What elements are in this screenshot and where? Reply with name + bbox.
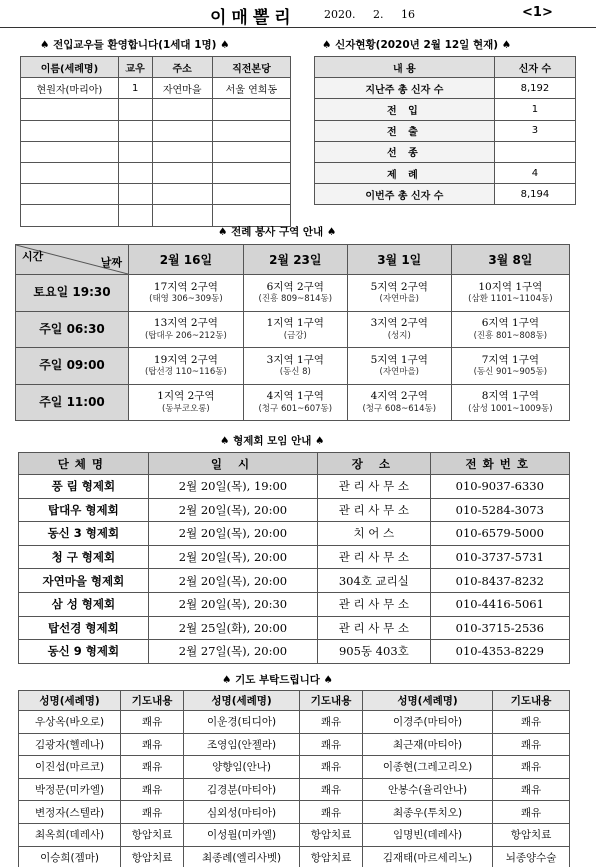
table-header-row — [21, 57, 291, 78]
table-cell — [118, 162, 152, 183]
corner-date-label: 날짜 — [100, 256, 122, 269]
table-cell: 010-5284-3073 — [430, 498, 569, 522]
service-cell — [243, 275, 347, 312]
service-detail: (삼환 1101~1104동) — [468, 294, 553, 304]
table-cell — [118, 205, 152, 226]
table-row — [21, 162, 291, 183]
table-cell: 010-9037-6330 — [430, 475, 569, 499]
group-name: 탑선경 형제회 — [19, 616, 149, 640]
table-cell — [152, 184, 212, 205]
service-area: 4지역 1구역 — [266, 390, 324, 403]
column-header: 장 소 — [318, 453, 430, 475]
table-row — [315, 99, 576, 120]
table-cell — [21, 120, 119, 141]
table-cell: 관 리 사 무 소 — [318, 616, 430, 640]
table-cell: 쾌유 — [493, 756, 570, 779]
table-row — [19, 756, 570, 779]
table-cell: 이승희(젬마) — [19, 846, 121, 867]
table-cell — [212, 162, 290, 183]
table-cell — [212, 99, 290, 120]
table-cell: 치 어 스 — [318, 522, 430, 546]
table-cell — [152, 162, 212, 183]
service-detail: (청구 601~607동) — [258, 403, 333, 414]
table-cell: 2월 20일(목), 19:00 — [148, 475, 317, 499]
date-header: 2월 23일 — [243, 245, 347, 275]
column-header: 기도내용 — [121, 691, 184, 711]
table-cell: 현원자(마리아) — [21, 78, 119, 99]
table-cell: 관 리 사 무 소 — [318, 592, 430, 616]
table-cell: 심외성(마티아) — [184, 801, 300, 824]
table-cell: 변정자(스텔라) — [19, 801, 121, 824]
column-header: 이름(세례명) — [21, 57, 119, 78]
table-row — [315, 120, 576, 141]
service-cell — [243, 311, 347, 348]
service-cell — [129, 348, 244, 385]
bulletin-date: 2020. 2. 16 — [324, 8, 415, 21]
service-area: 3지역 1구역 — [266, 353, 324, 366]
column-header: 성명(세례명) — [362, 691, 492, 711]
service-cell — [129, 275, 244, 312]
table-cell: 이진섭(마르코) — [19, 756, 121, 779]
service-area: 1지역 2구역 — [157, 390, 215, 403]
table-cell: 2월 20일(목), 20:00 — [148, 498, 317, 522]
table-cell: 010-8437-8232 — [430, 569, 569, 593]
table-row — [19, 711, 570, 734]
table-cell: 쾌유 — [493, 711, 570, 734]
brotherhood-meetings-table — [18, 452, 570, 664]
table-cell — [152, 205, 212, 226]
table-cell — [21, 184, 119, 205]
table-cell: 박정문(미카엘) — [19, 778, 121, 801]
time-slot: 토요일 19:30 — [16, 275, 129, 312]
table-cell — [21, 99, 119, 120]
table-row — [19, 475, 570, 499]
service-area: 17지역 2구역 — [153, 280, 218, 293]
table-row — [19, 569, 570, 593]
column-header: 기도내용 — [493, 691, 570, 711]
table-row — [19, 498, 570, 522]
status-label: 선 종 — [315, 141, 495, 162]
status-value: 3 — [494, 120, 575, 141]
service-detail: (진흥 801~808동) — [473, 330, 548, 341]
service-area: 19지역 2구역 — [153, 353, 218, 366]
group-name: 자연마을 형제회 — [19, 569, 149, 593]
service-detail: (금강) — [283, 330, 307, 341]
column-header: 단체명 — [19, 453, 149, 475]
column-header: 직전본당 — [212, 57, 290, 78]
table-row — [21, 78, 291, 99]
service-detail: (탑대우 206~212동) — [145, 330, 227, 341]
table-cell: 010-6579-5000 — [430, 522, 569, 546]
service-detail: (태영 306~309동) — [149, 294, 223, 304]
service-area: 8지역 1구역 — [481, 390, 539, 403]
table-row — [19, 545, 570, 569]
table-cell — [118, 141, 152, 162]
bulletin-header — [0, 0, 596, 28]
table-cell: 관 리 사 무 소 — [318, 475, 430, 499]
table-row — [19, 823, 570, 846]
meetings-title: ♠ 형제회 모임 안내 ♠ — [220, 435, 325, 447]
table-cell: 쾌유 — [493, 801, 570, 824]
table-cell: 서울 연희동 — [212, 78, 290, 99]
membership-status-table — [314, 56, 576, 205]
date-header: 2월 16일 — [129, 245, 244, 275]
table-cell: 김광자(헬레나) — [19, 733, 121, 756]
table-header-row — [19, 453, 570, 475]
table-cell — [118, 184, 152, 205]
status-label: 전 출 — [315, 120, 495, 141]
table-row — [19, 733, 570, 756]
service-cell — [451, 384, 569, 421]
table-cell: 이운경(티디아) — [184, 711, 300, 734]
table-row — [19, 846, 570, 867]
table-cell — [212, 120, 290, 141]
liturgy-service-table — [15, 244, 570, 421]
table-cell: 조영임(안젤라) — [184, 733, 300, 756]
table-row — [19, 522, 570, 546]
bulletin-title: 이매뽈리 — [210, 8, 296, 28]
table-cell: 쾌유 — [300, 711, 363, 734]
table-row — [21, 205, 291, 226]
table-cell — [118, 120, 152, 141]
service-cell — [451, 311, 569, 348]
table-row — [19, 640, 570, 664]
group-name: 삼 성 형제회 — [19, 592, 149, 616]
column-header: 전화번호 — [430, 453, 569, 475]
table-cell: 905동 403호 — [318, 640, 430, 664]
table-cell: 뇌종양수술 — [493, 846, 570, 867]
service-cell — [347, 275, 451, 312]
table-cell: 쾌유 — [493, 733, 570, 756]
table-cell: 이경주(마티아) — [362, 711, 492, 734]
service-area: 3지역 2구역 — [370, 317, 428, 330]
table-cell: 자연마을 — [152, 78, 212, 99]
column-header: 일 시 — [148, 453, 317, 475]
service-cell — [347, 311, 451, 348]
date-header: 3월 8일 — [451, 245, 569, 275]
status-label: 제 례 — [315, 162, 495, 183]
column-header: 성명(세례명) — [19, 691, 121, 711]
table-row — [315, 184, 576, 205]
date-header: 3월 1일 — [347, 245, 451, 275]
table-cell: 쾌유 — [300, 756, 363, 779]
corner-time-label: 시간 — [22, 250, 44, 263]
table-header-row — [19, 691, 570, 711]
table-cell: 010-3737-5731 — [430, 545, 569, 569]
service-detail: (동부코오롱) — [162, 403, 210, 414]
table-row — [16, 384, 570, 421]
table-cell: 임명빈(데레사) — [362, 823, 492, 846]
prayer-title: ♠ 기도 부탁드립니다 ♠ — [222, 674, 333, 686]
table-cell: 항암치료 — [121, 846, 184, 867]
table-row — [315, 162, 576, 183]
status-label: 이번주 총 신자 수 — [315, 184, 495, 205]
table-cell — [152, 141, 212, 162]
table-cell — [21, 141, 119, 162]
table-cell: 2월 27일(목), 20:00 — [148, 640, 317, 664]
service-cell — [129, 311, 244, 348]
table-cell: 최옥희(데레사) — [19, 823, 121, 846]
table-cell: 우상옥(바오로) — [19, 711, 121, 734]
table-cell: 관 리 사 무 소 — [318, 545, 430, 569]
table-cell: 항암치료 — [121, 823, 184, 846]
group-name: 청 구 형제회 — [19, 545, 149, 569]
service-cell — [243, 384, 347, 421]
table-cell: 쾌유 — [121, 733, 184, 756]
status-value: 8,194 — [494, 184, 575, 205]
table-cell: 항암치료 — [493, 823, 570, 846]
table-cell: 2월 20일(목), 20:00 — [148, 545, 317, 569]
newcomers-title: ♠ 전입교우들 환영합니다(1세대 1명) ♠ — [40, 39, 230, 51]
table-cell: 쾌유 — [121, 756, 184, 779]
status-label: 전 입 — [315, 99, 495, 120]
status-value: 1 — [494, 99, 575, 120]
time-slot: 주일 09:00 — [16, 348, 129, 385]
service-title: ♠ 전례 봉사 구역 안내 ♠ — [218, 226, 337, 238]
table-cell: 1 — [118, 78, 152, 99]
table-cell: 2월 25일(화), 20:00 — [148, 616, 317, 640]
table-row — [16, 275, 570, 312]
table-cell — [212, 205, 290, 226]
table-cell: 항암치료 — [300, 823, 363, 846]
column-header: 교우 — [118, 57, 152, 78]
status-value: 8,192 — [494, 78, 575, 99]
service-cell — [347, 384, 451, 421]
table-cell — [212, 141, 290, 162]
table-row — [19, 616, 570, 640]
table-cell: 김재태(마르세리노) — [362, 846, 492, 867]
table-cell: 최근재(마티아) — [362, 733, 492, 756]
service-area: 6지역 1구역 — [481, 317, 539, 330]
group-name: 동신 3 형제회 — [19, 522, 149, 546]
table-cell: 2월 20일(목), 20:00 — [148, 569, 317, 593]
service-area: 1지역 1구역 — [266, 317, 324, 330]
table-cell — [21, 205, 119, 226]
table-cell: 쾌유 — [493, 778, 570, 801]
group-name: 풍 림 형제회 — [19, 475, 149, 499]
table-cell: 2월 20일(목), 20:00 — [148, 522, 317, 546]
service-cell — [451, 275, 569, 312]
table-cell — [212, 184, 290, 205]
column-header: 기도내용 — [300, 691, 363, 711]
service-detail: (자연마을) — [379, 367, 419, 377]
status-title: ♠ 신자현황(2020년 2월 12일 현재) ♠ — [322, 39, 512, 51]
table-cell: 304호 교리실 — [318, 569, 430, 593]
service-detail: (삼성 1001~1009동) — [468, 403, 553, 414]
table-cell: 김경분(마티아) — [184, 778, 300, 801]
page-number: <1> — [522, 5, 553, 20]
service-detail: (탑선경 110~116동) — [145, 367, 227, 377]
table-row — [315, 141, 576, 162]
service-cell — [129, 384, 244, 421]
table-cell: 관 리 사 무 소 — [318, 498, 430, 522]
table-cell: 이종현(그레고리오) — [362, 756, 492, 779]
service-area: 10지역 1구역 — [478, 280, 543, 293]
table-row — [16, 348, 570, 385]
table-cell: 쾌유 — [121, 778, 184, 801]
service-detail: (청구 608~614동) — [362, 403, 437, 414]
time-slot: 주일 11:00 — [16, 384, 129, 421]
service-cell — [243, 348, 347, 385]
table-row — [19, 801, 570, 824]
group-name: 탑대우 형제회 — [19, 498, 149, 522]
table-header-row — [315, 57, 576, 78]
table-cell — [21, 162, 119, 183]
table-cell: 항암치료 — [300, 846, 363, 867]
service-detail: (동신 901~905동) — [473, 367, 548, 377]
table-row — [16, 311, 570, 348]
table-cell: 최종우(투치오) — [362, 801, 492, 824]
table-cell: 쾌유 — [121, 711, 184, 734]
table-cell: 쾌유 — [300, 801, 363, 824]
table-cell: 최종례(엘리사벳) — [184, 846, 300, 867]
status-value: 4 — [494, 162, 575, 183]
table-row — [19, 778, 570, 801]
table-cell: 2월 20일(목), 20:30 — [148, 592, 317, 616]
column-header: 내 용 — [315, 57, 495, 78]
service-detail: (자연마을) — [379, 294, 419, 304]
table-cell — [118, 99, 152, 120]
status-label: 지난주 총 신자 수 — [315, 78, 495, 99]
time-slot: 주일 06:30 — [16, 311, 129, 348]
table-cell: 쾌유 — [300, 778, 363, 801]
service-detail: (성지) — [387, 330, 411, 341]
table-cell: 이성월(미카엘) — [184, 823, 300, 846]
service-area: 7지역 1구역 — [481, 353, 539, 366]
table-cell — [152, 99, 212, 120]
table-row — [21, 120, 291, 141]
service-area: 6지역 2구역 — [266, 280, 324, 293]
service-cell — [451, 348, 569, 385]
status-value — [494, 141, 575, 162]
service-detail: (동신 8) — [279, 367, 311, 377]
service-area: 5지역 1구역 — [370, 353, 428, 366]
service-detail: (진흥 809~814동) — [258, 294, 333, 304]
service-area: 4지역 2구역 — [370, 390, 428, 403]
group-name: 동신 9 형제회 — [19, 640, 149, 664]
table-cell — [152, 120, 212, 141]
column-header: 신자 수 — [494, 57, 575, 78]
table-row — [19, 592, 570, 616]
service-cell — [347, 348, 451, 385]
table-cell: 안봉수(율리안나) — [362, 778, 492, 801]
table-cell: 쾌유 — [121, 801, 184, 824]
table-cell: 쾌유 — [300, 733, 363, 756]
service-area: 5지역 2구역 — [370, 280, 428, 293]
table-cell: 010-4416-5061 — [430, 592, 569, 616]
table-cell: 양향임(안나) — [184, 756, 300, 779]
table-header-row — [16, 245, 570, 275]
table-row — [315, 78, 576, 99]
table-row — [21, 99, 291, 120]
column-header: 주소 — [152, 57, 212, 78]
newcomers-table — [20, 56, 291, 227]
table-row — [21, 141, 291, 162]
table-row — [21, 184, 291, 205]
prayer-requests-table — [18, 690, 570, 867]
table-cell: 010-4353-8229 — [430, 640, 569, 664]
table-cell: 010-3715-2536 — [430, 616, 569, 640]
column-header: 성명(세례명) — [184, 691, 300, 711]
corner-cell — [16, 245, 129, 275]
service-area: 13지역 2구역 — [153, 317, 218, 330]
